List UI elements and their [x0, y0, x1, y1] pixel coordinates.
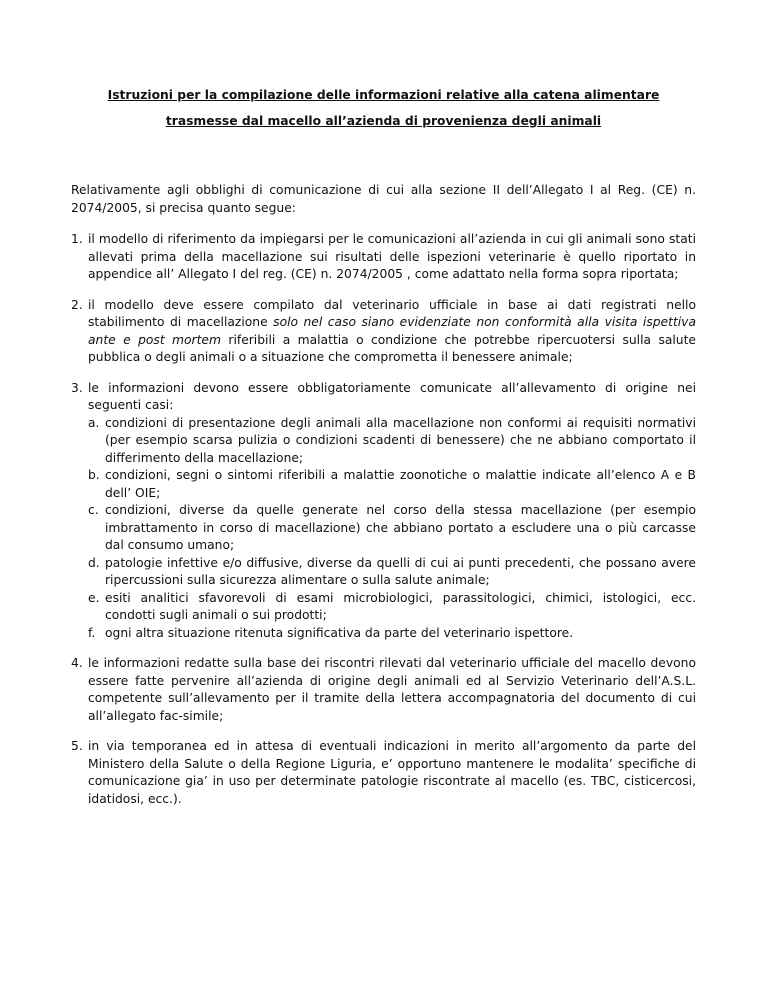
list-item-text: le informazioni redatte sulla base dei riscontri rilevati dal veterinario ufficiale del macello devono essere fatte pervenire all’azienda di origine degli animali ed al Servizio Veterinario dell’A.S.L. competente sull’allevamento per il tramite della lettera accompagnatoria del documento di cui all’allegato fac-simile; [88, 656, 696, 723]
document-page [71, 82, 696, 821]
sublist-item-text: ogni altra situazione ritenuta significativa da parte del veterinario ispettore. [105, 625, 574, 640]
list-item-4 [71, 655, 696, 725]
list-item-text-continued: riferibili a malattia o condizione che potrebbe ripercuotersi sulla salute pubblica o degli animali o a situazione che comprometta il benessere animale; [88, 332, 696, 364]
cases-sublist [88, 415, 696, 643]
sublist-item-a [88, 415, 696, 468]
sublist-item-e [88, 590, 696, 625]
list-number: 5. [71, 739, 83, 753]
intro-paragraph: Relativamente agli obblighi di comunicazione di cui alla sezione II dell’Allegato I al Reg. (CE) n. 2074/2005, si precisa quanto segue: [71, 183, 696, 215]
sublist-item-d [88, 555, 696, 590]
sublist-letter: d. [88, 555, 100, 570]
sublist-letter: f. [88, 625, 96, 640]
list-number: 2. [71, 297, 83, 312]
sublist-letter: c. [88, 503, 99, 517]
list-number: 3. [71, 380, 83, 395]
list-item-2 [71, 297, 696, 367]
list-item-text: le informazioni devono essere obbligatoriamente comunicate all’allevamento di origine nei seguenti casi: [88, 380, 696, 412]
list-item-text: il modello deve essere compilato dal veterinario ufficiale in base ai dati registrati nello stabilimento di macellazione [88, 297, 696, 329]
sublist-item-text: condizioni, diverse da quelle generate nel corso della stessa macellazione (per esempio imbrattamento in corso di macellazione) che abbiano portato a escludere una o più carcasse dal consumo umano; [105, 503, 696, 552]
instructions-list [71, 231, 696, 808]
sublist-item-text: condizioni, segni o sintomi riferibili a malattie zoonotiche o malattie indicate all’elenco A e B dell’ OIE; [105, 468, 696, 500]
sublist-item-text: patologie infettive e/o diffusive, diverse da quelli di cui ai punti precedenti, che possano avere ripercussioni sulla sicurezza alimentare o sulla salute animale; [105, 555, 696, 587]
list-item-text: il modello di riferimento da impiegarsi per le comunicazioni all’azienda in cui gli animali sono stati allevati prima della macellazione sui risultati delle ispezioni veterinarie è quello riportato in appendice all’ Allegato I del reg. (CE) n. 2074/2005 , come adattato nella forma sopra riportata; [88, 232, 696, 281]
sublist-letter: a. [88, 415, 100, 430]
sublist-item-text: condizioni di presentazione degli animali alla macellazione non conformi ai requisiti normativi (per esempio scarsa pulizia o condizioni scadenti di benessere) che ne abbiano comportato il differimento della macellazione; [105, 415, 696, 465]
sublist-letter: e. [88, 590, 100, 605]
list-item-italic-text: solo nel caso siano evidenziate non conformità alla visita ispettiva ante e post mortem [88, 315, 696, 347]
title-line-1: Istruzioni per la compilazione delle informazioni relative alla catena alimentare [107, 88, 660, 102]
list-item-5 [71, 738, 696, 808]
sublist-item-f [88, 625, 696, 643]
list-item-text: in via temporanea ed in attesa di eventuali indicazioni in merito all’argomento da parte del Ministero della Salute o della Regione Liguria, e’ opportuno mantenere le modalita’ specifiche di comunicazione gia’ in uso per determinate patologie riscontrate al macello (es. TBC, cisticercosi, idatidosi, ecc.). [88, 739, 696, 806]
sublist-letter: b. [88, 468, 100, 482]
list-number: 1. [71, 232, 83, 246]
sublist-item-text: esiti analitici sfavorevoli di esami microbiologici, parassitologici, chimici, istologici, ecc. condotti sugli animali o sui prodotti; [105, 590, 696, 622]
list-item-3 [71, 380, 696, 643]
sublist-item-b [88, 467, 696, 502]
title-line-2: trasmesse dal macello all’azienda di provenienza degli animali [165, 114, 602, 128]
sublist-item-c [88, 502, 696, 555]
list-number: 4. [71, 656, 83, 670]
list-item-1 [71, 231, 696, 284]
